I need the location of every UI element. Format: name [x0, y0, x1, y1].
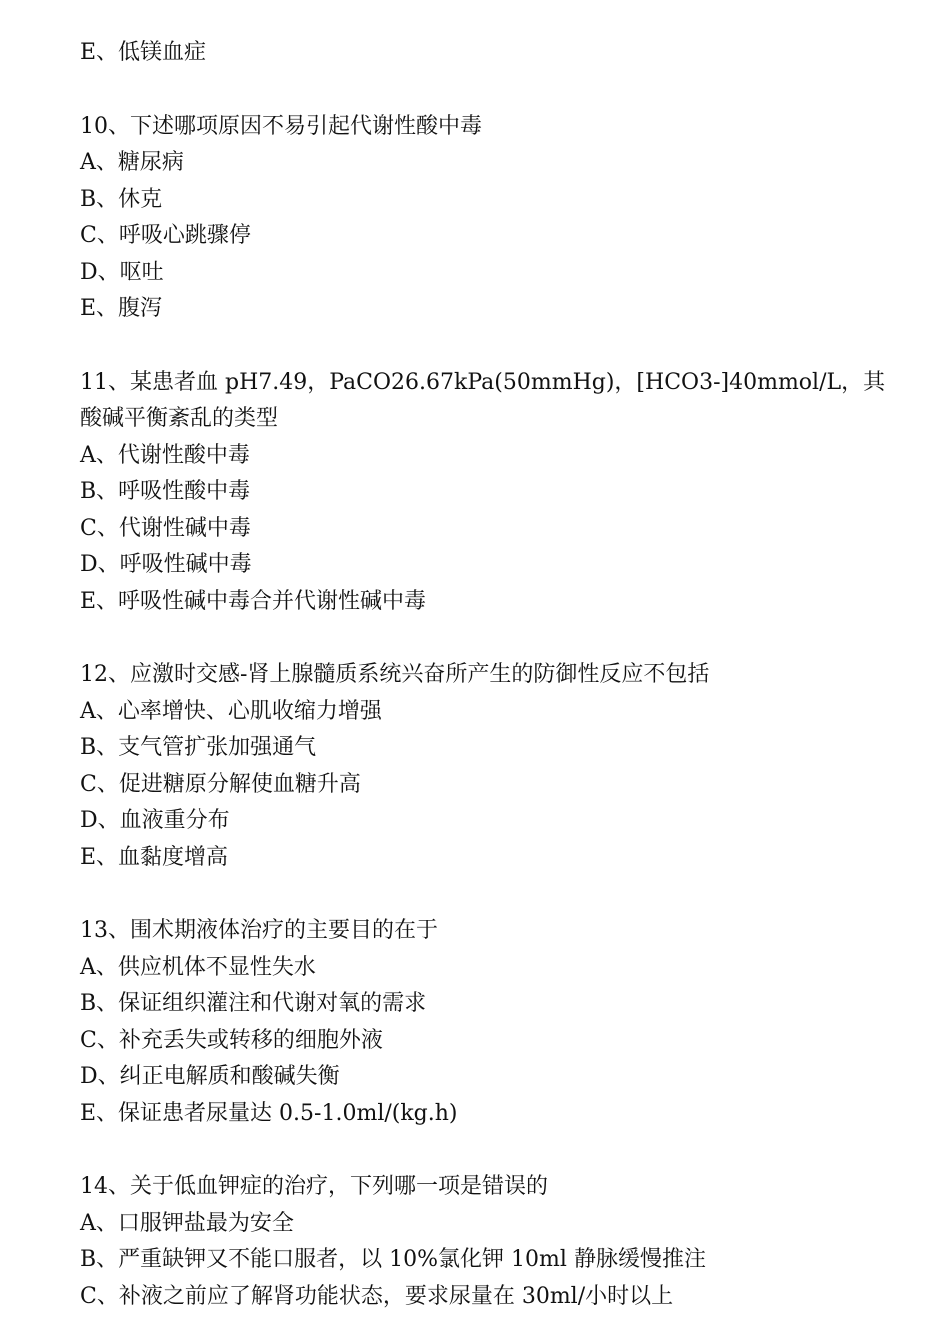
option-a: A、心率增快、心肌收缩力增强	[80, 698, 382, 724]
option-c: C、促进糖原分解使血糖升高	[80, 771, 361, 797]
option-d: D、纠正电解质和酸碱失衡	[80, 1064, 340, 1089]
option-b: B、休克	[80, 186, 163, 212]
question-stem: 13、围术期液体治疗的主要目的在于	[80, 918, 438, 943]
question-stem: 11、某患者血 pH7.49，PaCO26.67kPa(50mmHg)，[HCO3-]40mmol/L，其	[80, 369, 886, 395]
question-13	[80, 913, 870, 1132]
option-b: B、严重缺钾又不能口服者，以 10%氯化钾 10ml 静脉缓慢推注	[80, 1247, 706, 1272]
option-e: E、腹泻	[80, 296, 163, 321]
option-c: C、代谢性碱中毒	[80, 515, 251, 541]
option-d: D、呕吐	[80, 259, 164, 285]
question-stem: 14、关于低血钾症的治疗，下列哪一项是错误的	[80, 1174, 548, 1199]
option-b: B、呼吸性酸中毒	[80, 479, 251, 504]
option-e: E、血黏度增高	[80, 844, 229, 870]
option-c: C、呼吸心跳骤停	[80, 223, 251, 248]
option-e: E、呼吸性碱中毒合并代谢性碱中毒	[80, 588, 427, 614]
document-content	[80, 35, 886, 1315]
option-e: E、保证患者尿量达 0.5-1.0ml/(kg.h)	[80, 1100, 458, 1126]
option-a: A、供应机体不显性失水	[80, 954, 316, 980]
question-stem: 10、下述哪项原因不易引起代谢性酸中毒	[80, 113, 482, 139]
question-14	[80, 1169, 870, 1315]
option-d: D、呼吸性碱中毒	[80, 552, 252, 577]
option-a: A、代谢性酸中毒	[80, 442, 250, 468]
option-e-q9: E、低镁血症	[80, 40, 207, 65]
option-a: A、糖尿病	[80, 150, 184, 175]
option-c: C、补液之前应了解肾功能状态，要求尿量在 30ml/小时以上	[80, 1283, 674, 1309]
option-b: B、保证组织灌注和代谢对氧的需求	[80, 991, 427, 1016]
question-11	[80, 365, 886, 621]
option-c: C、补充丢失或转移的细胞外液	[80, 1027, 383, 1053]
option-a: A、口服钾盐最为安全	[80, 1210, 294, 1236]
question-stem: 12、应激时交感-肾上腺髓质系统兴奋所产生的防御性反应不包括	[80, 662, 710, 687]
option-d: D、血液重分布	[80, 808, 230, 833]
question-10	[80, 109, 870, 328]
question-stem-continued: 酸碱平衡紊乱的类型	[80, 406, 279, 431]
option-b: B、支气管扩张加强通气	[80, 735, 317, 760]
question-12	[80, 657, 870, 876]
